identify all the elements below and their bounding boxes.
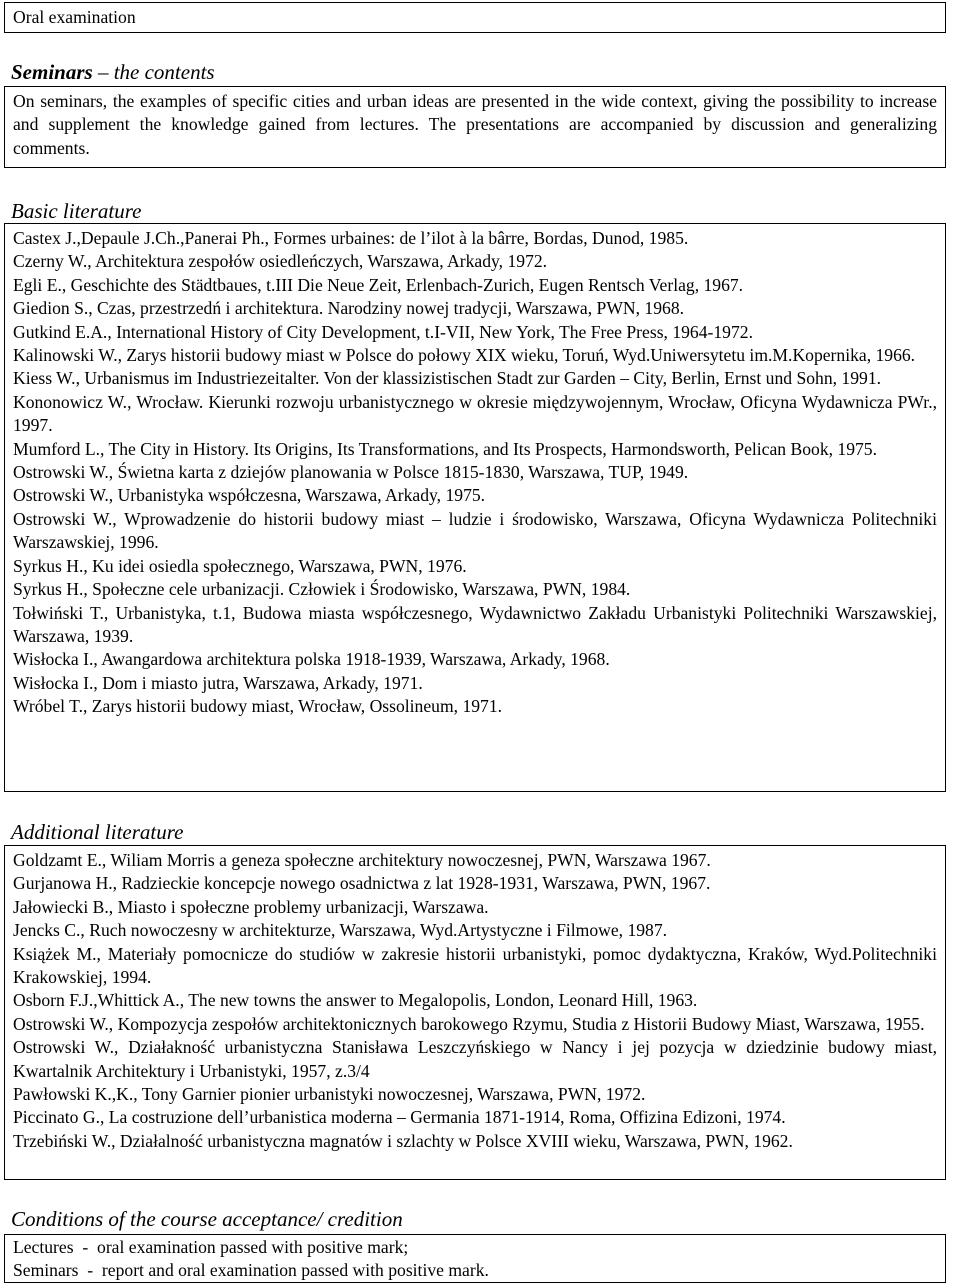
list-item: Ostrowski W., Wprowadzenie do historii budowy miast – ludzie i środowisko, Warszawa, Oficyna Wydawnicza Politechniki Warszawskiej, 1996. [13,508,937,553]
seminars-heading-main: Seminars [11,60,93,84]
list-item: Mumford L., The City in History. Its Origins, Its Transformations, and Its Prospects, Harmondsworth, Pelican Book, 1975. [13,438,878,459]
list-item: Egli E., Geschichte des Städtbaues, t.III Die Neue Zeit, Erlenbach-Zurich, Eugen Rentsch Verlag, 1967. [13,274,744,295]
seminars-contents-box [4,86,946,168]
list-item: Osborn F.J.,Whittick A., The new towns the answer to Megalopolis, London, Leonard Hill, 1963. [13,990,698,1011]
list-item: Goldzamt E., Wiliam Morris a geneza społeczne architektury nowoczesnej, PWN, Warszawa 1967. [13,850,711,870]
list-item: Ostrowski W., Urbanistyka współczesna, Warszawa, Arkady, 1975. [13,485,486,506]
list-item: Ostrowski W., Świetna karta z dziejów planowania w Polsce 1815-1830, Warszawa, TUP, 1949. [13,462,689,483]
conditions-lectures: Lectures - oral examination passed with positive mark; [13,1237,409,1257]
list-item: Syrkus H., Ku idei osiedla społecznego, Warszawa, PWN, 1976. [13,555,467,576]
list-item: Wisłocka I., Dom i miasto jutra, Warszawa, Arkady, 1971. [13,672,423,693]
list-item: Jałowiecki B., Miasto i społeczne problemy urbanizacji, Warszawa. [13,896,489,917]
oral-examination-box [4,2,946,33]
seminars-heading-rest: the contents [113,60,215,84]
oral-examination-text: Oral examination [13,7,136,27]
list-item: Ostrowski W., Kompozycja zespołów architektonicznych barokowego Rzymu, Studia z Historii Budowy Miast, Warszawa, 1955. [13,1013,925,1034]
additional-literature-list [13,849,937,1153]
seminars-heading-sep: – [92,60,114,84]
list-item: Czerny W., Architektura zespołów osiedleńczych, Warszawa, Arkady, 1972. [13,251,548,272]
conditions-heading: Conditions of the course acceptance/ credition [11,1207,403,1231]
seminars-heading [11,59,215,85]
list-item: Syrkus H., Społeczne cele urbanizacji. Człowiek i Środowisko, Warszawa, PWN, 1984. [13,579,631,600]
list-item: Kiess W., Urbanismus im Industriezeitalter. Von der klassizistischen Stadt zur Garden – City, Berlin, Ernst und Sohn, 1991. [13,368,882,389]
list-item: Pawłowski K.,K., Tony Garnier pionier urbanistyki nowoczesnej, Warszawa, PWN, 1972. [13,1084,646,1105]
list-item: Piccinato G., La costruzione dell’urbanistica moderna – Germania 1871-1914, Roma, Offizina Edizoni, 1974. [13,1107,786,1128]
list-item: Giedion S., Czas, przestrzedń i architektura. Narodziny nowej tradycji, Warszawa, PWN, 1968. [13,298,685,319]
list-item: Ostrowski W., Działakność urbanistyczna Stanisława Leszczyńskiego w Nancy i jej pozycja w dziedzinie budowy miast, Kwartalnik Architektury i Urbanistyki, 1957, z.3/4 [13,1037,937,1081]
basic-literature-heading: Basic literature [11,199,142,223]
conditions-seminars: Seminars - report and oral examination passed with positive mark. [13,1260,489,1281]
conditions-box [4,1234,946,1283]
list-item: Tołwiński T., Urbanistyka, t.1, Budowa miasta współczesnego, Wydawnictwo Zakładu Urbanistyki Politechniki Warszawskiej, Warszawa, 1939. [13,602,937,646]
list-item: Kalinowski W., Zarys historii budowy miast w Polsce do połowy XIX wieku, Toruń, Wyd.Uniwersytetu im.M.Kopernika, 1966. [13,345,916,366]
additional-literature-heading: Additional literature [11,820,184,844]
list-item: Trzebiński W., Działalność urbanistyczna magnatów i szlachty w Polsce XVIII wieku, Warszawa, PWN, 1962. [13,1130,793,1151]
list-item: Wisłocka I., Awangardowa architektura polska 1918-1939, Warszawa, Arkady, 1968. [13,649,610,670]
list-item: Castex J.,Depaule J.Ch.,Panerai Ph., Formes urbaines: de l’ilot à la bârre, Bordas, Dunod, 1985. [13,228,689,248]
list-item: Jencks C., Ruch nowoczesny w architekturze, Warszawa, Wyd.Artystyczne i Filmowe, 1987. [13,920,668,941]
list-item: Gurjanowa H., Radzieckie koncepcje nowego osadnictwa z lat 1928-1931, Warszawa, PWN, 1967. [13,873,711,894]
list-item: Kononowicz W., Wrocław. Kierunki rozwoju urbanistycznego w okresie międzywojennym, Wrocław, Oficyna Wydawnicza PWr., 1997. [13,391,937,436]
additional-literature-box [4,845,946,1180]
list-item: Gutkind E.A., International History of City Development, t.I-VII, New York, The Free Press, 1964-1972. [13,321,753,342]
list-item: Książek M., Materiały pomocnicze do studiów w zakresie historii urbanistyki, pomoc dydaktyczna, Kraków, Wyd.Politechniki Krakowskiej, 1994. [13,943,937,988]
basic-literature-list [13,227,937,719]
basic-literature-box [4,223,946,792]
list-item: Wróbel T., Zarys historii budowy miast, Wrocław, Ossolineum, 1971. [13,696,503,717]
seminars-contents-text: On seminars, the examples of specific cities and urban ideas are presented in the wide context, giving the possibility to increase and supplement the knowledge gained from lectures. The presentations are accompanied by discussion and generalizing comments. [13,91,937,158]
